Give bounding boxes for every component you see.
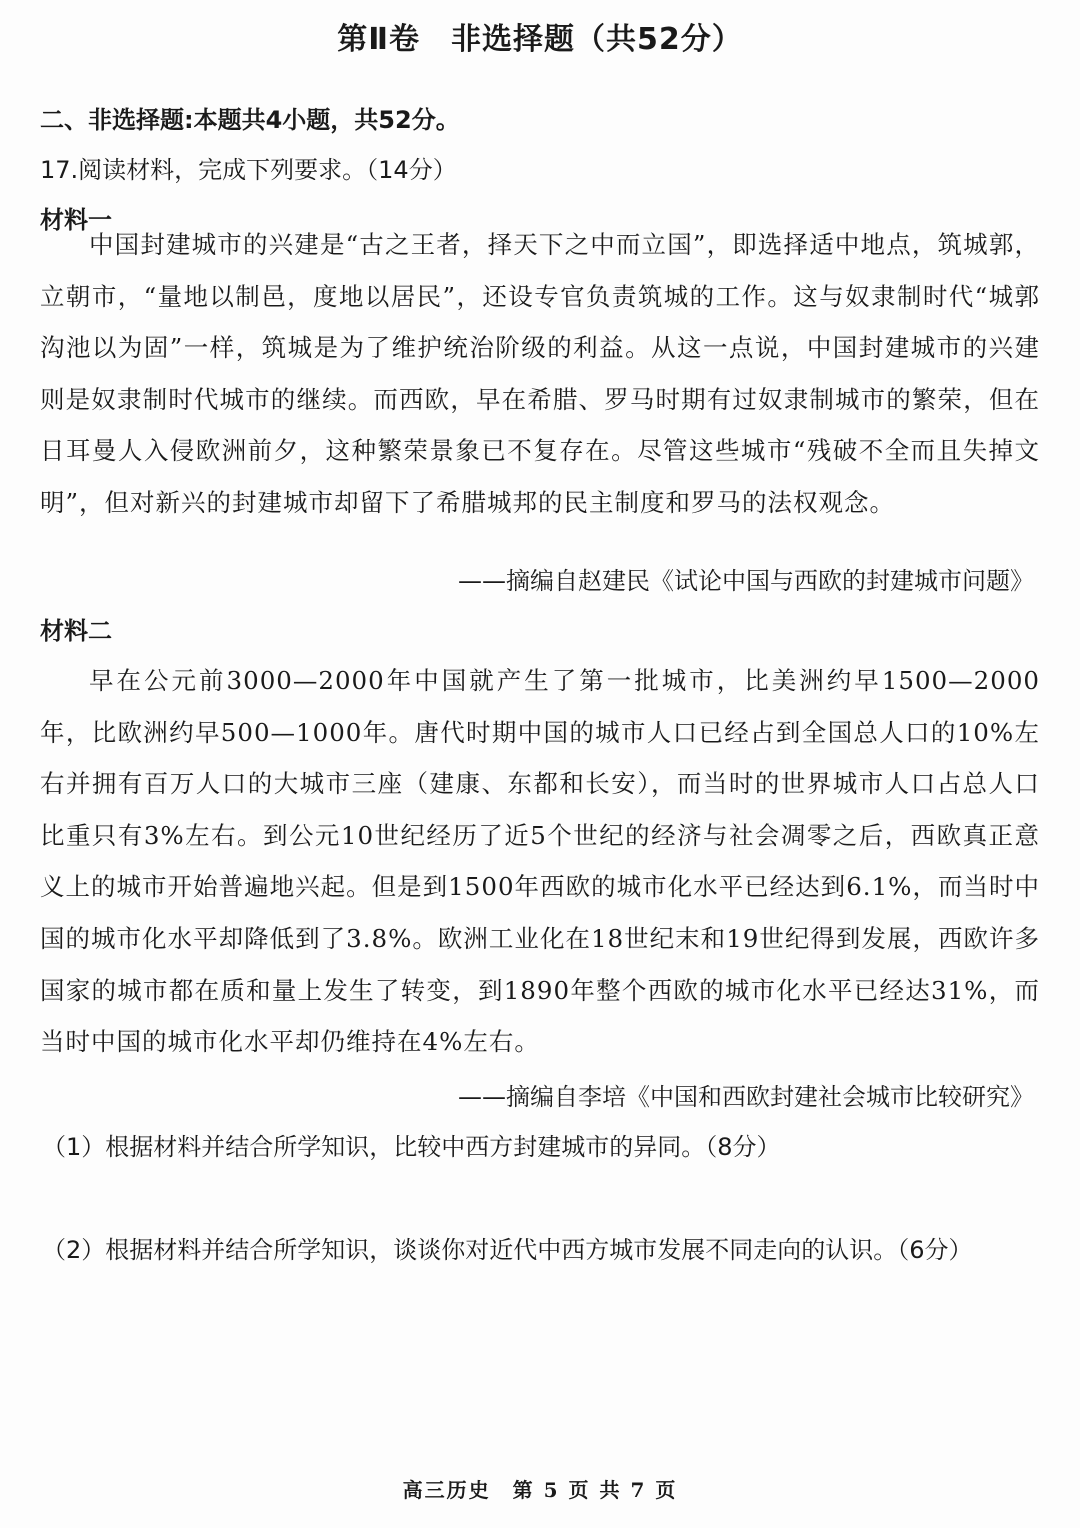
material-two-text: 早在公元前3000—2000年中国就产生了第一批城市，比美洲约早1500—2000年，比欧洲约早500—1000年。唐代时期中国的城市人口已经占到全国总人口的10%左右并拥有百万人口的大城市三座（建康、东都和长安），而当时的世界城市人口占总人口比重只有3%左右。到公元10世纪经历了近5个世纪的经济与社会凋零之后，西欧真正意义上的城市开始普遍地兴起。但是到1500年西欧的城市化水平已经达到6.1%，而当时中国的城市化水平却降低到了3.8%。欧洲工业化在18世纪末和19世纪得到发展，西欧许多国家的城市都在质和量上发生了转变，到1890年整个西欧的城市化水平已经达31%，而当时中国的城市化水平却仍维持在4%左右。 xyxy=(40,666,1040,1057)
material-one-label: 材料一 xyxy=(40,206,112,234)
material-one-source: ——摘编自赵建民《试论中国与西欧的封建城市问题》 xyxy=(458,567,1034,595)
part-heading: 二、非选择题:本题共4小题，共52分。 xyxy=(40,106,460,134)
material-one-text: 中国封建城市的兴建是“古之王者，择天下之中而立国”，即选择适中地点，筑城郭，立朝市，“量地以制邑，度地以居民”，还设专官负责筑城的工作。这与奴隶制时代“城郭沟池以为固”一样，筑城是为了维护统治阶级的利益。从这一点说，中国封建城市的兴建则是奴隶制时代城市的继续。而西欧，早在希腊、罗马时期有过奴隶制城市的繁荣，但在日耳曼人入侵欧洲前夕，这种繁荣景象已不复存在。尽管这些城市“残破不全而且失掉文明”，但对新兴的封建城市却留下了希腊城邦的民主制度和罗马的法权观念。 xyxy=(40,230,1040,517)
page-footer: 高三历史 第 5 页 共 7 页 xyxy=(402,1478,678,1502)
material-two-source: ——摘编自李培《中国和西欧封建社会城市比较研究》 xyxy=(458,1083,1034,1111)
material-two-label: 材料二 xyxy=(40,617,112,645)
sub-question-2: （2）根据材料并结合所学知识，谈谈你对近代中西方城市发展不同走向的认识。（6分） xyxy=(42,1236,973,1264)
question-stem: 17.阅读材料，完成下列要求。（14分） xyxy=(40,156,457,184)
sub-question-1: （1）根据材料并结合所学知识，比较中西方封建城市的异同。（8分） xyxy=(42,1133,781,1161)
section-title: 第Ⅱ卷 非选择题（共52分） xyxy=(337,22,743,57)
